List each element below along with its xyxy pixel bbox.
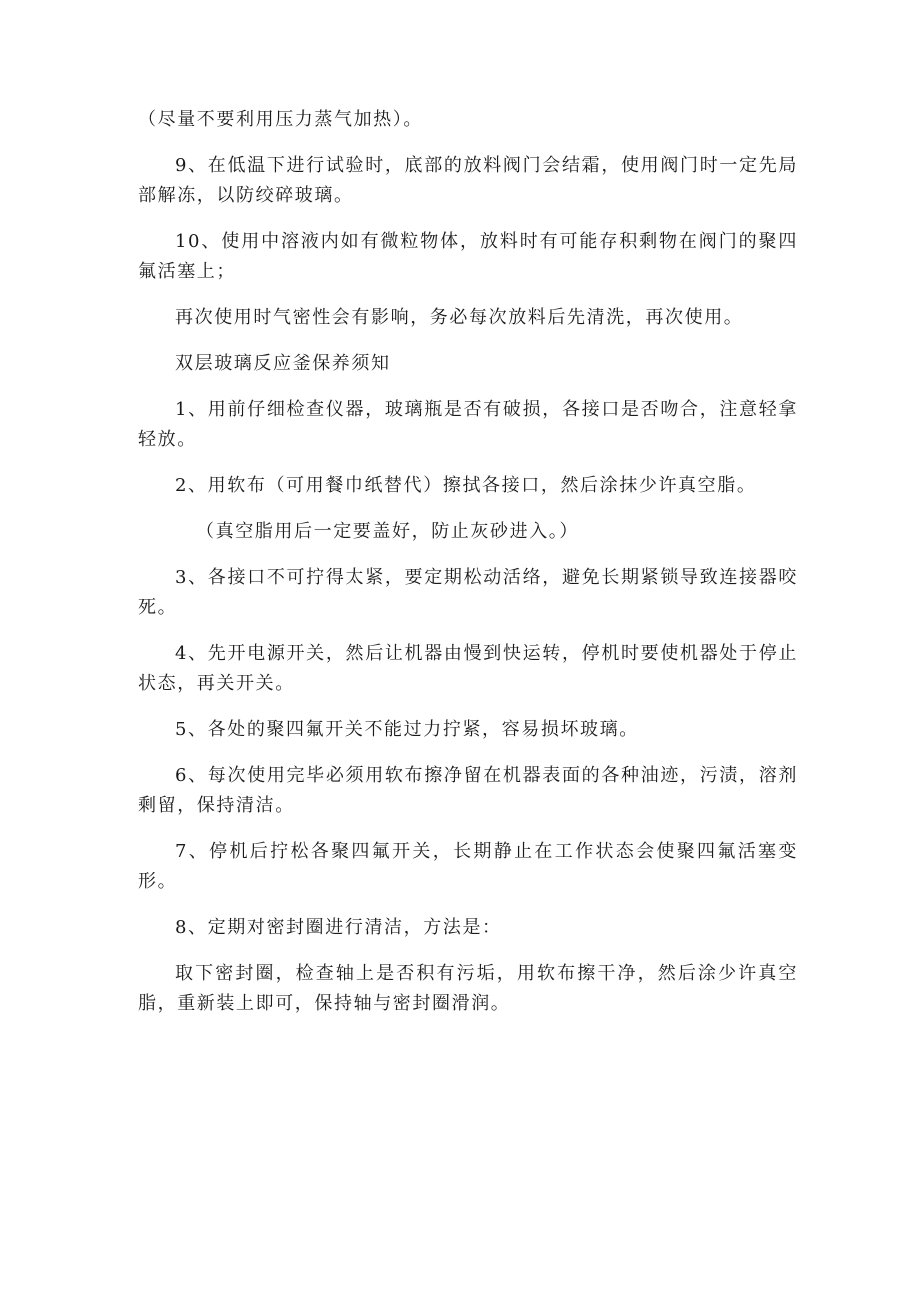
paragraph-item-7: 7、停机后拧松各聚四氟开关，长期静止在工作状态会使聚四氟活塞变形。 — [138, 841, 798, 892]
paragraph-item-9: 9、在低温下进行试验时，底部的放料阀门会结霜，使用阀门时一定先局部解冻，以防绞碎玻璃。 — [138, 155, 798, 206]
paragraph-item-1: 1、用前仔细检查仪器，玻璃瓶是否有破损，各接口是否吻合，注意轻拿轻放。 — [138, 399, 798, 450]
section-heading: 双层玻璃反应釜保养须知 — [175, 353, 391, 374]
paragraph-item-5: 5、各处的聚四氟开关不能过力拧紧，容易损坏玻璃。 — [175, 719, 639, 740]
paragraph-item-3: 3、各接口不可拧得太紧，要定期松动活络，避免长期紧锁导致连接器咬死。 — [138, 567, 798, 618]
paragraph-item-10-note: 再次使用时气密性会有影响，务必每次放料后先清洗，再次使用。 — [175, 307, 744, 328]
paragraph-item-4: 4、先开电源开关，然后让机器由慢到快运转，停机时要使机器处于停止状态，再关开关。 — [138, 643, 798, 694]
paragraph-item-8: 8、定期对密封圈进行清洁，方法是： — [175, 917, 502, 938]
paragraph-continuation: （尽量不要利用压力蒸气加热）。 — [138, 109, 423, 130]
paragraph-item-2: 2、用软布（可用餐巾纸替代）擦拭各接口，然后涂抹少许真空脂。 — [175, 475, 757, 496]
paragraph-item-8-detail: 取下密封圈，检查轴上是否积有污垢，用软布擦干净，然后涂少许真空脂，重新装上即可，保持轴与密封圈滑润。 — [138, 963, 798, 1014]
document-body — [138, 105, 798, 1035]
paragraph-item-10: 10、使用中溶液内如有微粒物体，放料时有可能存积剩物在阀门的聚四氟活塞上； — [138, 231, 798, 282]
paragraph-item-2-note: （真空脂用后一定要盖好，防止灰砂进入。） — [196, 521, 579, 542]
paragraph-item-6: 6、每次使用完毕必须用软布擦净留在机器表面的各种油迹，污渍，溶剂剩留，保持清洁。 — [138, 765, 798, 816]
